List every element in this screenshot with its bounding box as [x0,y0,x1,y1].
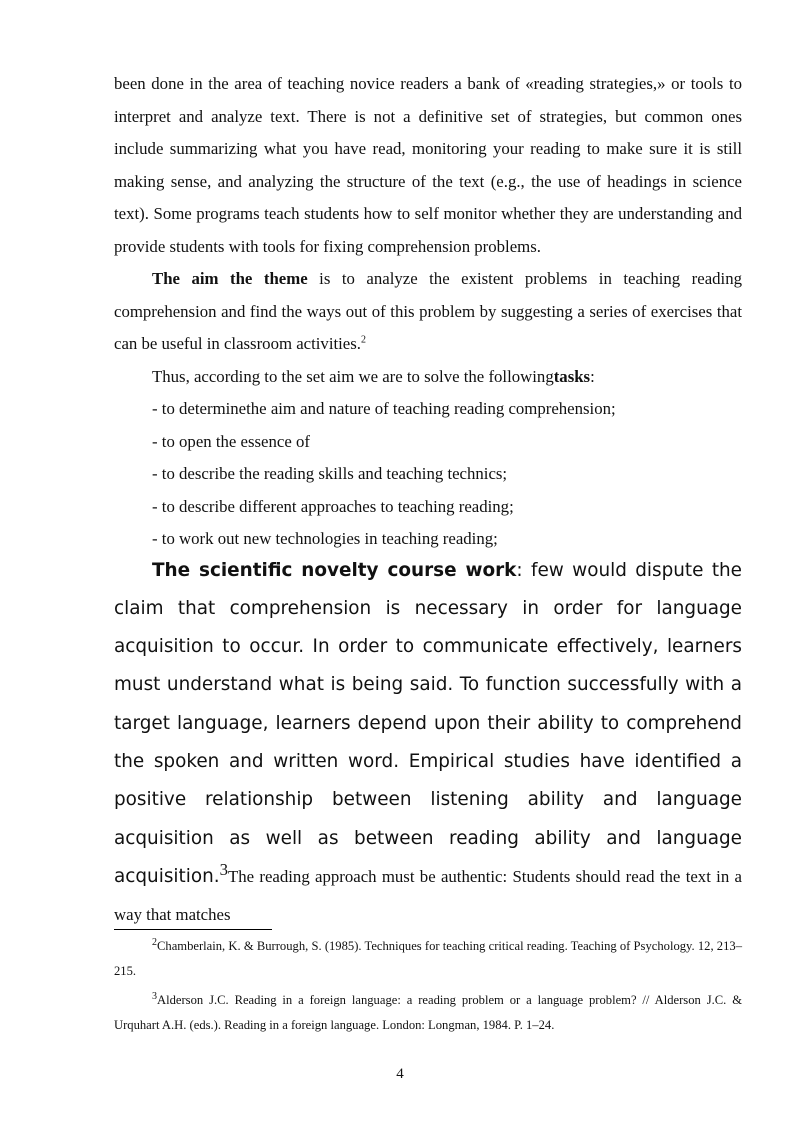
footnote-ref-2: 2 [360,334,366,346]
footnote-number: 3 [152,990,157,1002]
footnote-number: 2 [152,936,157,948]
task-item: - to describe different approaches to teaching reading; [152,496,514,516]
tasks-intro [114,361,742,394]
tasks-colon: : [590,366,595,386]
footnote-text: Alderson J.C. Reading in a foreign language: a reading problem or a language problem? // Alderson J.C. & Urquhart A.H. (eds.). Reading in a foreign language. London: Longman, 1984. P. 1–24. [114,993,742,1032]
page-number: 4 [396,1066,404,1082]
footnote-text: Chamberlain, K. & Burrough, S. (1985). Techniques for teaching critical reading. Teaching of Psychology. 12, 213–215. [114,939,742,978]
tasks-intro-text: Thus, according to the set aim we are to solve the following [152,366,554,386]
footnote-separator [114,929,272,930]
footnotes [114,934,742,1038]
novelty-tail-text: The reading approach must be authentic: Students should read the text in a way that matches [114,866,742,925]
paragraph-strategies: been done in the area of teaching novice readers a bank of «reading strategies,» or tools to interpret and analyze text. There is not a definitive set of strategies, but common ones include summarizing what you have read, monitoring your reading to make sure it is still making sense, and analyzing the structure of the text (e.g., the use of headings in science text). Some programs teach students how to self monitor whether they are understanding and provide students with tools for fixing comprehension problems. [114,74,742,256]
task-item: - to describe the reading skills and teaching technics; [152,464,508,483]
task-item: - to open the essence of [152,431,310,451]
task-item: - to work out new technologies in teaching reading; [152,529,498,548]
document-body [114,68,742,934]
tasks-heading: tasks [553,366,591,386]
footnote-2 [114,934,742,984]
novelty-text: : few would dispute the claim that comprehension is necessary in order for language acquisition to occur. In order to communicate effectively, learners must understand what is being said. To function successfully with a target language, learners depend upon their ability to comprehend the spoken and written word. Empirical studies have identified a positive relationship between listening ability and language acquisition as well as between reading ability and language acquisition. [114,559,742,887]
footnote-3 [114,988,742,1038]
footnote-ref-3: 3 [219,859,228,879]
task-item: - to determinethe aim and nature of teaching reading comprehension; [152,399,616,418]
novelty-heading: The scientific novelty course work [152,559,517,581]
aim-text: is to analyze the existent problems in teaching reading comprehension and find the ways out of this problem by suggesting a series of exercises that can be useful in classroom activities. [114,269,742,353]
paragraph-aim [114,263,742,361]
aim-heading: The aim the theme [152,269,308,288]
paragraph-novelty [114,552,742,935]
